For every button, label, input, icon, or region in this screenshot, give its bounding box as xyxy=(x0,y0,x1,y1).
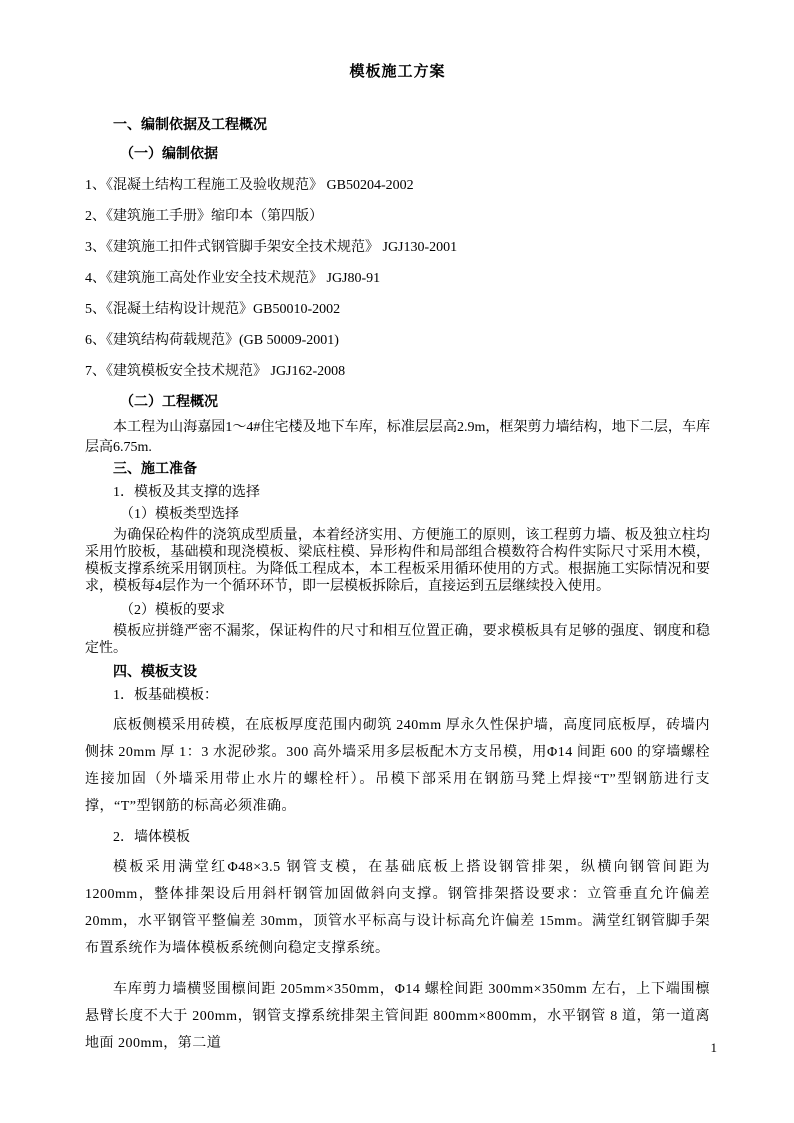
section-heading-4: 四、模板支设 xyxy=(113,665,197,680)
doc-title: 模板施工方案 xyxy=(349,64,446,80)
reference-item: 2、《建筑施工手册》缩印本（第四版） xyxy=(85,209,323,224)
page-number: 1 xyxy=(710,1040,717,1055)
sub-heading-formwork-choice: 1．模板及其支撑的选择 xyxy=(113,485,260,500)
subsection-heading-basis: （一）编制依据 xyxy=(120,147,218,162)
reference-item: 7、《建筑模板安全技术规范》 JGJ162-2008 xyxy=(85,364,346,379)
reference-item: 3、《建筑施工扣件式钢管脚手架安全技术规范》 JGJ130-2001 xyxy=(85,240,458,255)
sub-heading-formwork-type: （1）模板类型选择 xyxy=(120,507,239,522)
paragraph-project-overview: 本工程为山海嘉园1～4#住宅楼及地下车库，标准层层高2.9m，框架剪力墙结构，地下二层，车库层高6.75m. xyxy=(85,420,710,455)
section-heading-1: 一、编制依据及工程概况 xyxy=(113,118,267,133)
section-heading-3: 三、施工准备 xyxy=(113,462,197,477)
sub-heading-formwork-requirement: （2）模板的要求 xyxy=(120,603,225,618)
reference-item: 4、《建筑施工高处作业安全技术规范》 JGJ80-91 xyxy=(85,271,381,286)
reference-item: 5、《混凝土结构设计规范》GB50010-2002 xyxy=(85,302,341,317)
sub-heading-wall-formwork: 2．墙体模板 xyxy=(113,830,190,845)
paragraph-wall-formwork: 模板采用满堂红Φ48×3.5 钢管支模，在基础底板上搭设钢管排架，纵横向钢管间距为 1200mm，整体排架设后用斜杆钢管加固做斜向支撑。钢管排架搭设要求：立管垂直允许偏差 20mm，水平钢管平整偏差 30mm，顶管水平标高与设计标高允许偏差 15mm。满堂红钢管脚手架布置系统作为墙体模板系统侧向稳定支撑系统。 xyxy=(85,860,710,956)
sub-heading-base-formwork: 1．板基础模板： xyxy=(113,688,218,703)
reference-item: 1、《混凝土结构工程施工及验收规范》 GB50204-2002 xyxy=(85,178,414,193)
paragraph-formwork-type: 为确保砼构件的浇筑成型质量，本着经济实用、方便施工的原则，该工程剪力墙、板及独立柱均采用竹胶板，基础模和现浇模板、梁底柱模、异形构件和局部组合模数符合构件实际尺寸采用木模，模板支撑系统采用钢顶柱。为降低工程成本，本工程板采用循环使用的方式。根据施工实际情况和要求，模板每4层作为一个循环环节，即一层模板拆除后，直接运到五层继续投入使用。 xyxy=(85,528,710,594)
reference-item: 6、《建筑结构荷载规范》(GB 50009-2001) xyxy=(85,333,339,348)
paragraph-base-formwork: 底板侧模采用砖模，在底板厚度范围内砌筑 240mm 厚永久性保护墙，高度同底板厚，砖墙内侧抹 20mm 厚 1：3 水泥砂浆。300 高外墙采用多层板配木方支吊模，用Φ14 间距 600 的穿墙螺栓连接加固（外墙采用带止水片的螺栓杆）。吊模下部采用在钢筋马凳上焊接“T”型钢筋进行支撑，“T”型钢筋的标高必须准确。 xyxy=(85,718,710,814)
paragraph-formwork-requirement: 模板应拼缝严密不漏浆，保证构件的尺寸和相互位置正确，要求模板具有足够的强度、钢度和稳定性。 xyxy=(85,624,710,656)
subsection-heading-overview: （二）工程概况 xyxy=(120,395,218,410)
paragraph-garage-wall: 车库剪力墙横竖围檩间距 205mm×350mm，Φ14 螺栓间距 300mm×350mm 左右，上下端围檩悬臂长度不大于 200mm，钢管支撑系统排架主管间距 800mm×800mm，水平钢管 8 道，第一道离地面 200mm，第二道 xyxy=(85,982,710,1051)
